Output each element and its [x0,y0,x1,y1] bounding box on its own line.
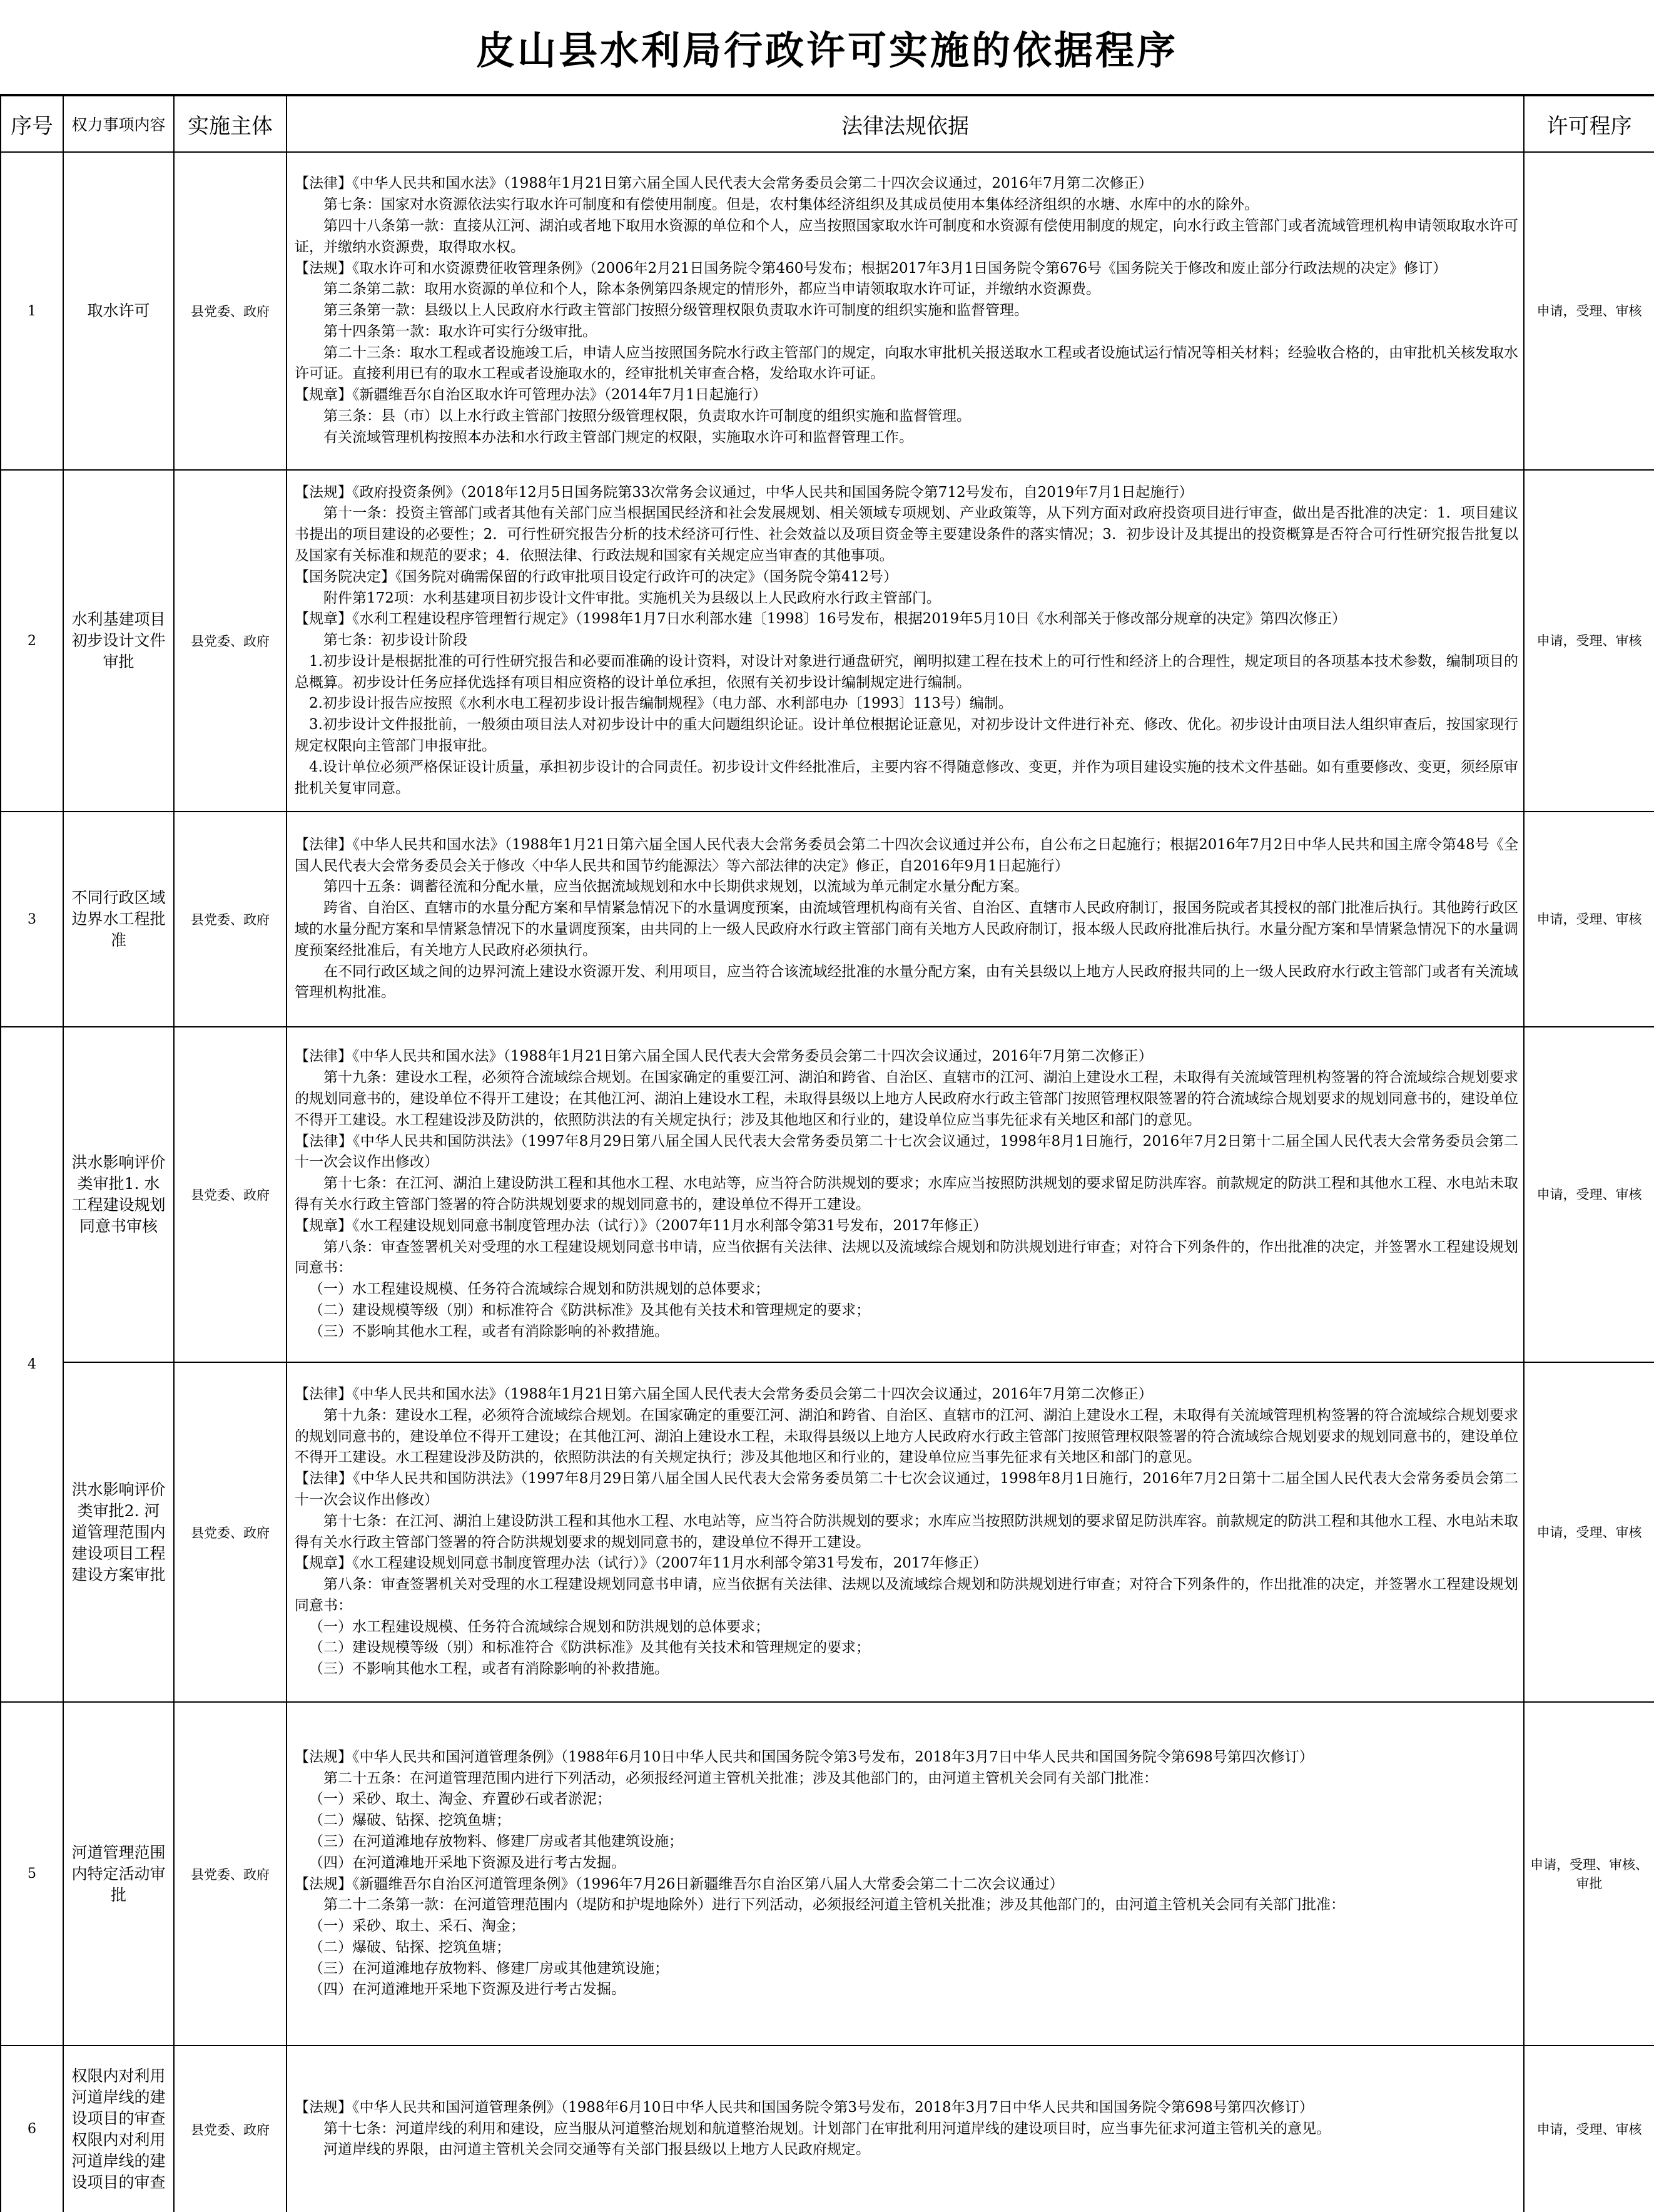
basis-paragraph: （二）爆破、钻探、挖筑鱼塘； [309,1812,510,1829]
header-seq: 序号 [1,96,63,152]
table-row [1,812,1654,1027]
basis-paragraph: 【法规】《新疆维吾尔自治区河道管理条例》（1996年7月26日新疆维吾尔自治区第八届人大常委会第二十二次会议通过） [295,1875,1064,1892]
row-basis [287,1027,1524,1362]
basis-paragraph: 第八条：审查签署机关对受理的水工程建设规划同意书申请，应当依据有关法律、法规以及流域综合规划和防洪规划进行审查；对符合下列条件的，作出批准的决定，并签署水工程建设规划同意书： [295,1576,1518,1614]
row-item: 水利基建项目初步设计文件审批 [63,470,174,812]
table-row [1,1027,1654,1362]
row-basis [287,470,1524,812]
row-subject: 县党委、政府 [174,1362,287,1702]
basis-paragraph: 第二十三条：取水工程或者设施竣工后，申请人应当按照国务院水行政主管部门的规定，向取水审批机关报送取水工程或者设施试运行情况等相关材料；经验收合格的，由审批机关核发取水许可证。直接利用已有的取水工程或者设施取水的，经审批机关审查合格，发给取水许可证。 [295,344,1518,382]
basis-paragraph: 第二十五条：在河道管理范围内进行下列活动，必须报经河道主管机关批准；涉及其他部门的，由河道主管机关会同有关部门批准： [323,1770,1158,1786]
header-subject: 实施主体 [174,96,287,152]
basis-paragraph: 第七条：初步设计阶段 [323,632,467,649]
basis-paragraph: （二）爆破、钻探、挖筑鱼塘； [309,1939,510,1955]
row-procedure: 申请，受理、审核 [1524,1027,1654,1362]
basis-paragraph: 第四十五条：调蓄径流和分配水量，应当依据流域规划和水中长期供求规划，以流域为单元制定水量分配方案。 [323,879,1028,895]
basis-paragraph: 第四十八条第一款：直接从江河、湖泊或者地下取用水资源的单位和个人，应当按照国家取水许可制度和水资源有偿使用制度的规定，向水行政主管部门或者流域管理机构申请领取取水许可证，并缴纳水资源费，取得取水权。 [295,217,1518,255]
row-seq: 3 [1,812,63,1027]
row-basis [287,152,1524,470]
basis-paragraph: 【法律】《中华人民共和国水法》（1988年1月21日第六届全国人民代表大会常务委员会第二十四次会议通过，2016年7月第二次修正） [295,1385,1153,1402]
basis-paragraph: 河道岸线的界限，由河道主管机关会同交通等有关部门报县级以上地方人民政府规定。 [323,2141,870,2158]
basis-paragraph: 附件第172项：水利基建项目初步设计文件审批。实施机关为县级以上人民政府水行政主管部门。 [323,589,941,606]
basis-paragraph: 【法律】《中华人民共和国防洪法》（1997年8月29日第八届全国人民代表大会常务委员第二十七次会议通过，1998年8月1日施行，2016年7月2日第十二届全国人民代表大会常务委员会第二十一次会议作出修改） [295,1470,1518,1508]
row-subject: 县党委、政府 [174,1702,287,2046]
basis-paragraph: 【规章】《水利工程建设程序管理暂行规定》（1998年1月7日水利部水建〔1998〕16号发布，根据2019年5月10日《水利部关于修改部分规章的决定》第四次修正） [295,611,1347,628]
basis-paragraph: （二）建设规模等级（别）和标准符合《防洪标准》及其他有关技术和管理规定的要求； [309,1639,870,1656]
basis-paragraph: 第十九条：建设水工程，必须符合流域综合规划。在国家确定的重要江河、湖泊和跨省、自治区、直辖市的江河、湖泊上建设水工程，未取得有关流域管理机构签署的符合流域综合规划要求的规划同意书的，建设单位不得开工建设；在其他江河、湖泊上建设水工程，未取得县级以上地方人民政府水行政主管部门按照管理权限签署的符合流域综合规划要求的规划同意书的，建设单位不得开工建设。水工程建设涉及防洪的，依照防洪法的有关规定执行；涉及其他地区和行业的，建设单位应当事先征求有关地区和部门的意见。 [295,1069,1518,1128]
basis-paragraph: 跨省、自治区、直辖市的水量分配方案和旱情紧急情况下的水量调度预案，由流域管理机构商有关省、自治区、直辖市人民政府制订，报国务院或者其授权的部门批准后执行。其他跨行政区域的水量分配方案和旱情紧急情况下的水量调度预案，由共同的上一级人民政府水行政主管部门商有关地方人民政府制订，报本级人民政府批准后执行。水量分配方案和旱情紧急情况下的水量调度预案经批准后，有关地方人民政府必须执行。 [295,900,1518,959]
basis-paragraph: 【法律】《中华人民共和国水法》（1988年1月21日第六届全国人民代表大会常务委员会第二十四次会议通过并公布，自公布之日起施行；根据2016年7月2日中华人民共和国主席令第48号《全国人民代表大会常务委员会关于修改〈中华人民共和国节约能源法〉等六部法律的决定》修正，自2016年9月1日起施行） [295,836,1518,874]
basis-paragraph: （一）采砂、取土、采石、淘金； [309,1918,525,1935]
row-seq: 4 [1,1027,63,1702]
row-procedure: 申请，受理、审核 [1524,2046,1654,2212]
table-row [1,2046,1654,2212]
basis-paragraph: （三）在河道滩地存放物料、修建厂房或者其他建筑设施； [309,1833,683,1850]
basis-paragraph: 【规章】《水工程建设规划同意书制度管理办法（试行）》（2007年11月水利部令第31号发布，2017年修正） [295,1555,988,1572]
header-basis: 法律法规依据 [287,96,1524,152]
basis-paragraph: 4.设计单位必须严格保证设计质量，承担初步设计的合同责任。初步设计文件经批准后，主要内容不得随意修改、变更，并作为项目建设实施的技术文件基础。如有重要修改、变更，须经原审批机关复审同意。 [295,758,1518,797]
row-subject: 县党委、政府 [174,152,287,470]
basis-paragraph: 第十七条：在江河、湖泊上建设防洪工程和其他水工程、水电站等，应当符合防洪规划的要求；水库应当按照防洪规划的要求留足防洪库容。前款规定的防洪工程和其他水工程、水电站未取得有关水行政主管部门签署的符合防洪规划要求的规划同意书的，建设单位不得开工建设。 [295,1175,1518,1213]
basis-paragraph: 第十一条：投资主管部门或者其他有关部门应当根据国民经济和社会发展规划、相关领域专项规划、产业政策等，从下列方面对政府投资项目进行审查，做出是否批准的决定：1．项目建议书提出的项目建设的必要性；2．可行性研究报告分析的技术经济可行性、社会效益以及项目资金等主要建设条件的落实情况；3．初步设计及其提出的投资概算是否符合可行性研究报告批复以及国家有关标准和规范的要求；4．依照法律、行政法规和国家有关规定应当审查的其他事项。 [295,505,1518,564]
row-seq: 6 [1,2046,63,2212]
basis-paragraph: （三）不影响其他水工程，或者有消除影响的补救措施。 [309,1323,669,1340]
permit-table [0,95,1654,2212]
basis-paragraph: 第十七条：河道岸线的利用和建设，应当服从河道整治规划和航道整治规划。计划部门在审批利用河道岸线的建设项目时，应当事先征求河道主管机关的意见。 [323,2120,1331,2137]
page-title: 皮山县水利局行政许可实施的依据程序 [0,0,1654,95]
basis-paragraph: 2.初步设计报告应按照《水利水电工程初步设计报告编制规程》（电力部、水利部电办〔1993〕113号）编制。 [309,695,1013,712]
row-item: 洪水影响评价类审批2. 河道管理范围内建设项目工程建设方案审批 [63,1362,174,1702]
row-procedure: 申请，受理、审核 [1524,1362,1654,1702]
basis-paragraph: 第八条：审查签署机关对受理的水工程建设规划同意书申请，应当依据有关法律、法规以及流域综合规划和防洪规划进行审查；对符合下列条件的，作出批准的决定，并签署水工程建设规划同意书： [295,1238,1518,1277]
row-basis [287,1362,1524,1702]
basis-paragraph: （四）在河道滩地开采地下资源及进行考古发掘。 [309,1854,626,1871]
header-procedure: 许可程序 [1524,96,1654,152]
basis-paragraph: 【法律】《中华人民共和国水法》（1988年1月21日第六届全国人民代表大会常务委员会第二十四次会议通过，2016年7月第二次修正） [295,175,1153,192]
basis-paragraph: 第十九条：建设水工程，必须符合流域综合规划。在国家确定的重要江河、湖泊和跨省、自治区、直辖市的江河、湖泊上建设水工程，未取得有关流域管理机构签署的符合流域综合规划要求的规划同意书的，建设单位不得开工建设；在其他江河、湖泊上建设水工程，未取得县级以上地方人民政府水行政主管部门按照管理权限签署的符合流域综合规划要求的规划同意书的，建设单位不得开工建设。水工程建设涉及防洪的，依照防洪法的有关规定执行；涉及其他地区和行业的，建设单位应当事先征求有关地区和部门的意见。 [295,1407,1518,1466]
basis-paragraph: 第十四条第一款：取水许可实行分级审批。 [323,323,597,340]
basis-paragraph: 第七条：国家对水资源依法实行取水许可制度和有偿使用制度。但是，农村集体经济组织及其成员使用本集体经济组织的水塘、水库中的水的除外。 [323,196,1259,213]
basis-paragraph: （四）在河道滩地开采地下资源及进行考古发掘。 [309,1981,626,1998]
basis-paragraph: （三）在河道滩地存放物料、修建厂房或其他建筑设施； [309,1960,669,1977]
row-seq: 2 [1,470,63,812]
basis-paragraph: 【国务院决定】《国务院对确需保留的行政审批项目设定行政许可的决定》（国务院令第412号） [295,568,898,585]
basis-paragraph: 【规章】《水工程建设规划同意书制度管理办法（试行）》（2007年11月水利部令第31号发布，2017年修正） [295,1217,988,1234]
row-basis [287,1702,1524,2046]
basis-paragraph: 第二十二条第一款：在河道管理范围内（堤防和护堤地除外）进行下列活动，必须报经河道主管机关批准；涉及其他部门的，由河道主管机关会同有关部门批准： [323,1897,1345,1914]
basis-paragraph: 3.初步设计文件报批前，一般须由项目法人对初步设计中的重大问题组织论证。设计单位根据论证意见，对初步设计文件进行补充、修改、优化。初步设计由项目法人组织审查后，按国家现行规定权限向主管部门申报审批。 [295,716,1518,755]
basis-paragraph: （一）水工程建设规模、任务符合流域综合规划和防洪规划的总体要求； [309,1618,769,1635]
row-procedure: 申请，受理、审核 [1524,470,1654,812]
row-subject: 县党委、政府 [174,812,287,1027]
row-procedure: 申请，受理、审核 [1524,152,1654,470]
basis-paragraph: 【法规】《取水许可和水资源费征收管理条例》（2006年2月21日国务院令第460号发布；根据2017年3月1日国务院令第676号《国务院关于修改和废止部分行政法规的决定》修订） [295,260,1448,277]
basis-paragraph: （三）不影响其他水工程，或者有消除影响的补救措施。 [309,1661,669,1678]
basis-paragraph: （二）建设规模等级（别）和标准符合《防洪标准》及其他有关技术和管理规定的要求； [309,1302,870,1318]
table-header-row [1,96,1654,152]
row-seq: 5 [1,1702,63,2046]
row-item: 河道管理范围内特定活动审批 [63,1702,174,2046]
basis-paragraph: 【法规】《政府投资条例》（2018年12月5日国务院第33次常务会议通过，中华人民共和国国务院令第712号发布，自2019年7月1日起施行） [295,484,1194,501]
basis-paragraph: 第二条第二款：取用水资源的单位和个人，除本条例第四条规定的情形外，都应当申请领取取水许可证，并缴纳水资源费。 [323,281,1100,298]
basis-paragraph: 1.初步设计是根据批准的可行性研究报告和必要而准确的设计资料，对设计对象进行通盘研究，阐明拟建工程在技术上的可行性和经济上的合理性，规定项目的各项基本技术参数，编制项目的总概算。初步设计任务应择优选择有项目相应资格的设计单位承担，依照有关初步设计编制规定进行编制。 [295,653,1518,691]
row-item: 洪水影响评价类审批1. 水工程建设规划同意书审核 [63,1027,174,1362]
basis-paragraph: （一）水工程建设规模、任务符合流域综合规划和防洪规划的总体要求； [309,1281,769,1298]
row-item: 不同行政区域边界水工程批准 [63,812,174,1027]
row-subject: 县党委、政府 [174,470,287,812]
basis-paragraph: 【法规】《中华人民共和国河道管理条例》（1988年6月10日中华人民共和国国务院令第3号发布，2018年3月7日中华人民共和国国务院令第698号第四次修订） [295,2099,1314,2116]
row-subject: 县党委、政府 [174,1027,287,1362]
row-basis [287,812,1524,1027]
basis-paragraph: 【法规】《中华人民共和国河道管理条例》（1988年6月10日中华人民共和国国务院令第3号发布，2018年3月7日中华人民共和国国务院令第698号第四次修订） [295,1748,1314,1765]
basis-paragraph: 第三条第一款：县级以上人民政府水行政主管部门按照分级管理权限负责取水许可制度的组织实施和监督管理。 [323,302,1028,319]
basis-paragraph: 第三条：县（市）以上水行政主管部门按照分级管理权限，负责取水许可制度的组织实施和监督管理。 [323,408,971,425]
basis-paragraph: 【规章】《新疆维吾尔自治区取水许可管理办法》（2014年7月1日起施行） [295,387,767,404]
header-item: 权力事项内容 [63,96,174,152]
row-procedure: 申请，受理、审核、审批 [1524,1702,1654,2046]
row-seq: 1 [1,152,63,470]
table-row [1,470,1654,812]
basis-paragraph: 第十七条：在江河、湖泊上建设防洪工程和其他水工程、水电站等，应当符合防洪规划的要求；水库应当按照防洪规划的要求留足防洪库容。前款规定的防洪工程和其他水工程、水电站未取得有关水行政主管部门签署的符合防洪规划要求的规划同意书的，建设单位不得开工建设。 [295,1512,1518,1551]
table-row [1,152,1654,470]
table-row [1,1702,1654,2046]
basis-paragraph: 【法律】《中华人民共和国水法》（1988年1月21日第六届全国人民代表大会常务委员会第二十四次会议通过，2016年7月第二次修正） [295,1048,1153,1065]
basis-paragraph: 有关流域管理机构按照本办法和水行政主管部门规定的权限，实施取水许可和监督管理工作。 [323,429,913,446]
table-row [1,1362,1654,1702]
basis-paragraph: （一）采砂、取土、淘金、弃置砂石或者淤泥； [309,1791,611,1808]
row-basis [287,2046,1524,2212]
row-subject: 县党委、政府 [174,2046,287,2212]
row-item: 取水许可 [63,152,174,470]
basis-paragraph: 【法律】《中华人民共和国防洪法》（1997年8月29日第八届全国人民代表大会常务委员第二十七次会议通过，1998年8月1日施行，2016年7月2日第十二届全国人民代表大会常务委员会第二十一次会议作出修改） [295,1133,1518,1171]
row-item: 权限内对利用河道岸线的建设项目的审查权限内对利用河道岸线的建设项目的审查 [63,2046,174,2212]
basis-paragraph: 在不同行政区域之间的边界河流上建设水资源开发、利用项目，应当符合该流域经批准的水量分配方案，由有关县级以上地方人民政府报共同的上一级人民政府水行政主管部门或者有关流域管理机构批准。 [295,963,1518,1001]
row-procedure: 申请，受理、审核 [1524,812,1654,1027]
